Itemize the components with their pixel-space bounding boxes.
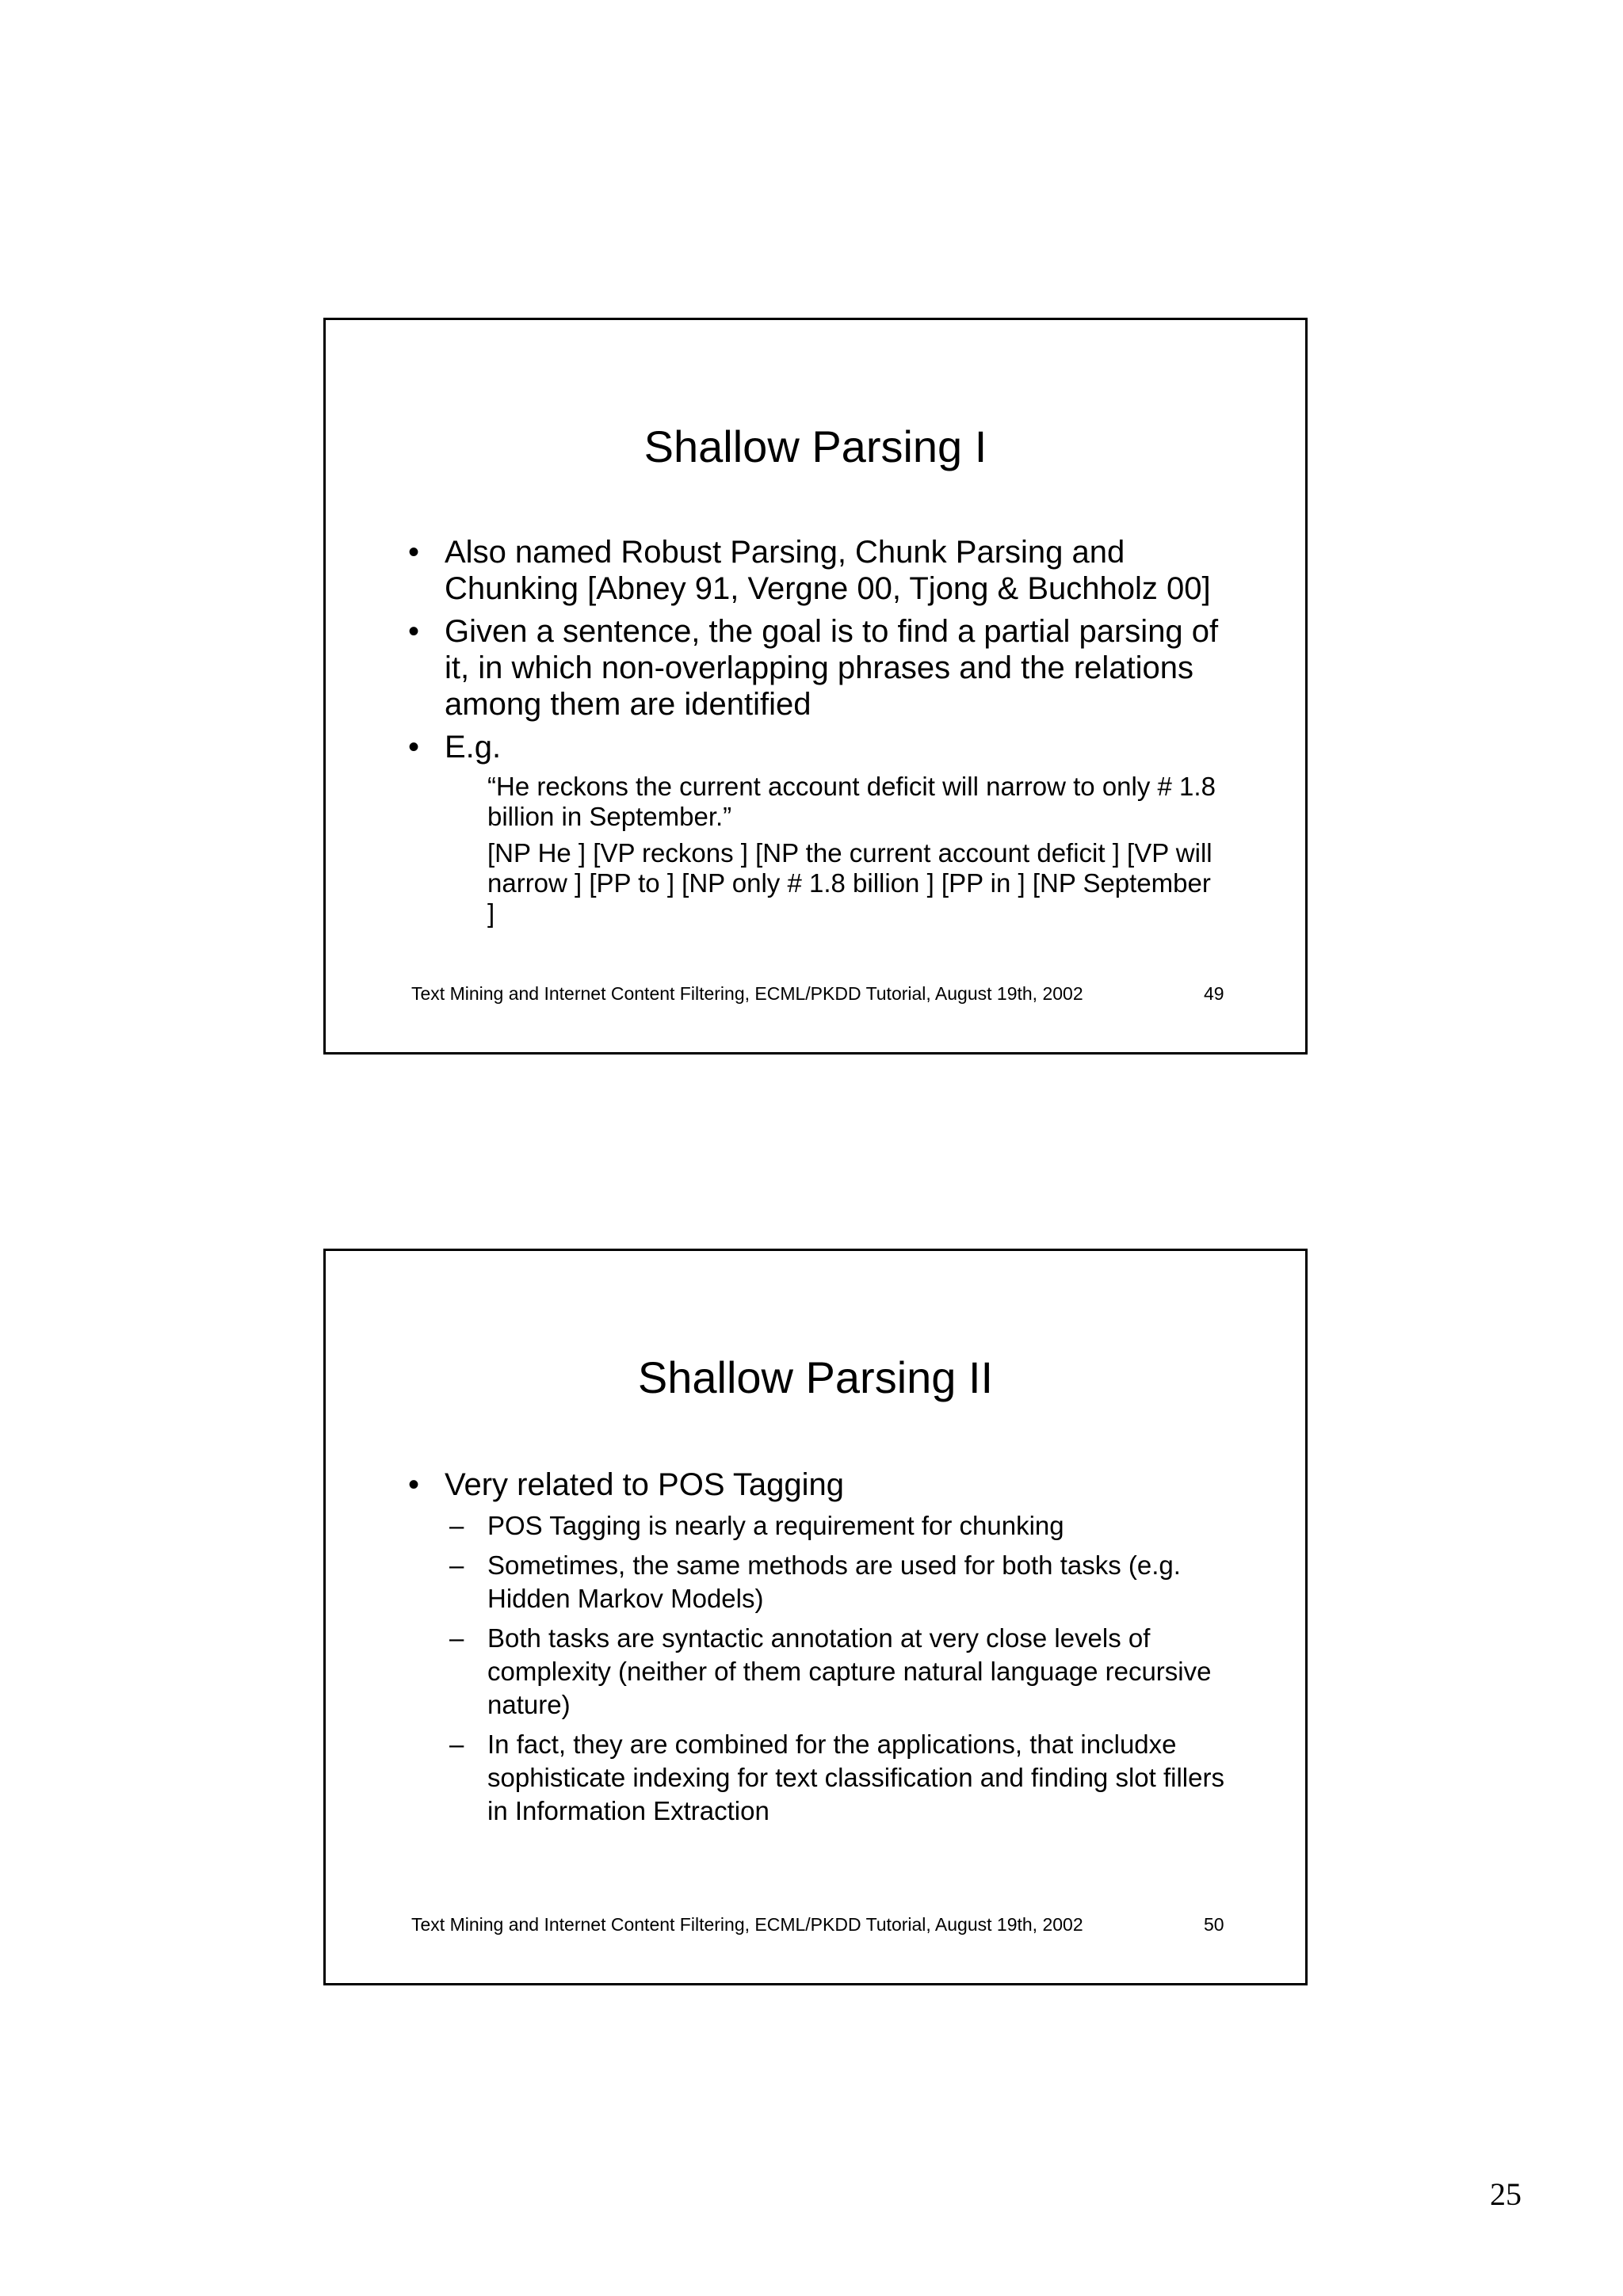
sub-bullet-text: In fact, they are combined for the applications, that includxe sophisticate indexing for text classification and finding slot fillers in Information Extraction [487,1730,1224,1825]
slide-title: Shallow Parsing I [643,421,987,471]
slide-number: 50 [1204,1914,1224,1935]
bullet-item [408,613,1224,723]
slide-footer: Text Mining and Internet Content Filtering, ECML/PKDD Tutorial, August 19th, 2002 [411,983,1083,1004]
example-chunked: [NP He ] [VP reckons ] [NP the current account deficit ] [VP will narrow ] [PP to ] [NP only # 1.8 billion ] [PP in ] [NP September ] [487,838,1212,928]
slide-50 [323,1249,1308,1985]
page-number: 25 [1490,2176,1522,2212]
sub-bullet-text: Sometimes, the same methods are used for both tasks (e.g. Hidden Markov Models) [487,1550,1181,1613]
bullet-text: E.g. [445,730,502,765]
sub-bullet-item [408,1728,1224,1828]
dash-mark: – [449,1730,464,1759]
bullet-text: Given a sentence, the goal is to find a partial parsing of it, in which non-overlapping phrases and the relations among them are identified [445,614,1219,722]
bullet-text: Very related to POS Tagging [445,1467,845,1502]
bullet-mark: • [408,730,420,765]
sub-bullet-item [408,1622,1224,1722]
slide-content [408,534,1224,935]
bullet-item [408,1466,1224,1503]
slide-content [408,1466,1224,1834]
bullet-mark: • [408,1467,420,1502]
sub-bullet-text: POS Tagging is nearly a requirement for chunking [487,1511,1064,1540]
example-sentence: “He reckons the current account deficit will narrow to only # 1.8 billion in September.” [487,772,1216,831]
bullet-item [408,534,1224,607]
bullet-text: Also named Robust Parsing, Chunk Parsing and Chunking [Abney 91, Vergne 00, Tjong & Buchholz 00] [445,535,1211,606]
bullet-mark: • [408,614,420,649]
dash-mark: – [449,1550,464,1580]
bullet-item [408,729,1224,765]
dash-mark: – [449,1511,464,1540]
bullet-mark: • [408,535,420,570]
slide-49 [323,318,1308,1055]
sub-bullet-item [408,1549,1224,1615]
dash-mark: – [449,1623,464,1653]
slide-number: 49 [1204,983,1224,1004]
slide-title: Shallow Parsing II [637,1352,994,1402]
sub-bullet-text: Both tasks are syntactic annotation at very close levels of complexity (neither of them capture natural language recursive nature) [487,1623,1212,1719]
sub-bullet-item [408,1509,1224,1543]
slide-footer: Text Mining and Internet Content Filtering, ECML/PKDD Tutorial, August 19th, 2002 [411,1914,1083,1935]
